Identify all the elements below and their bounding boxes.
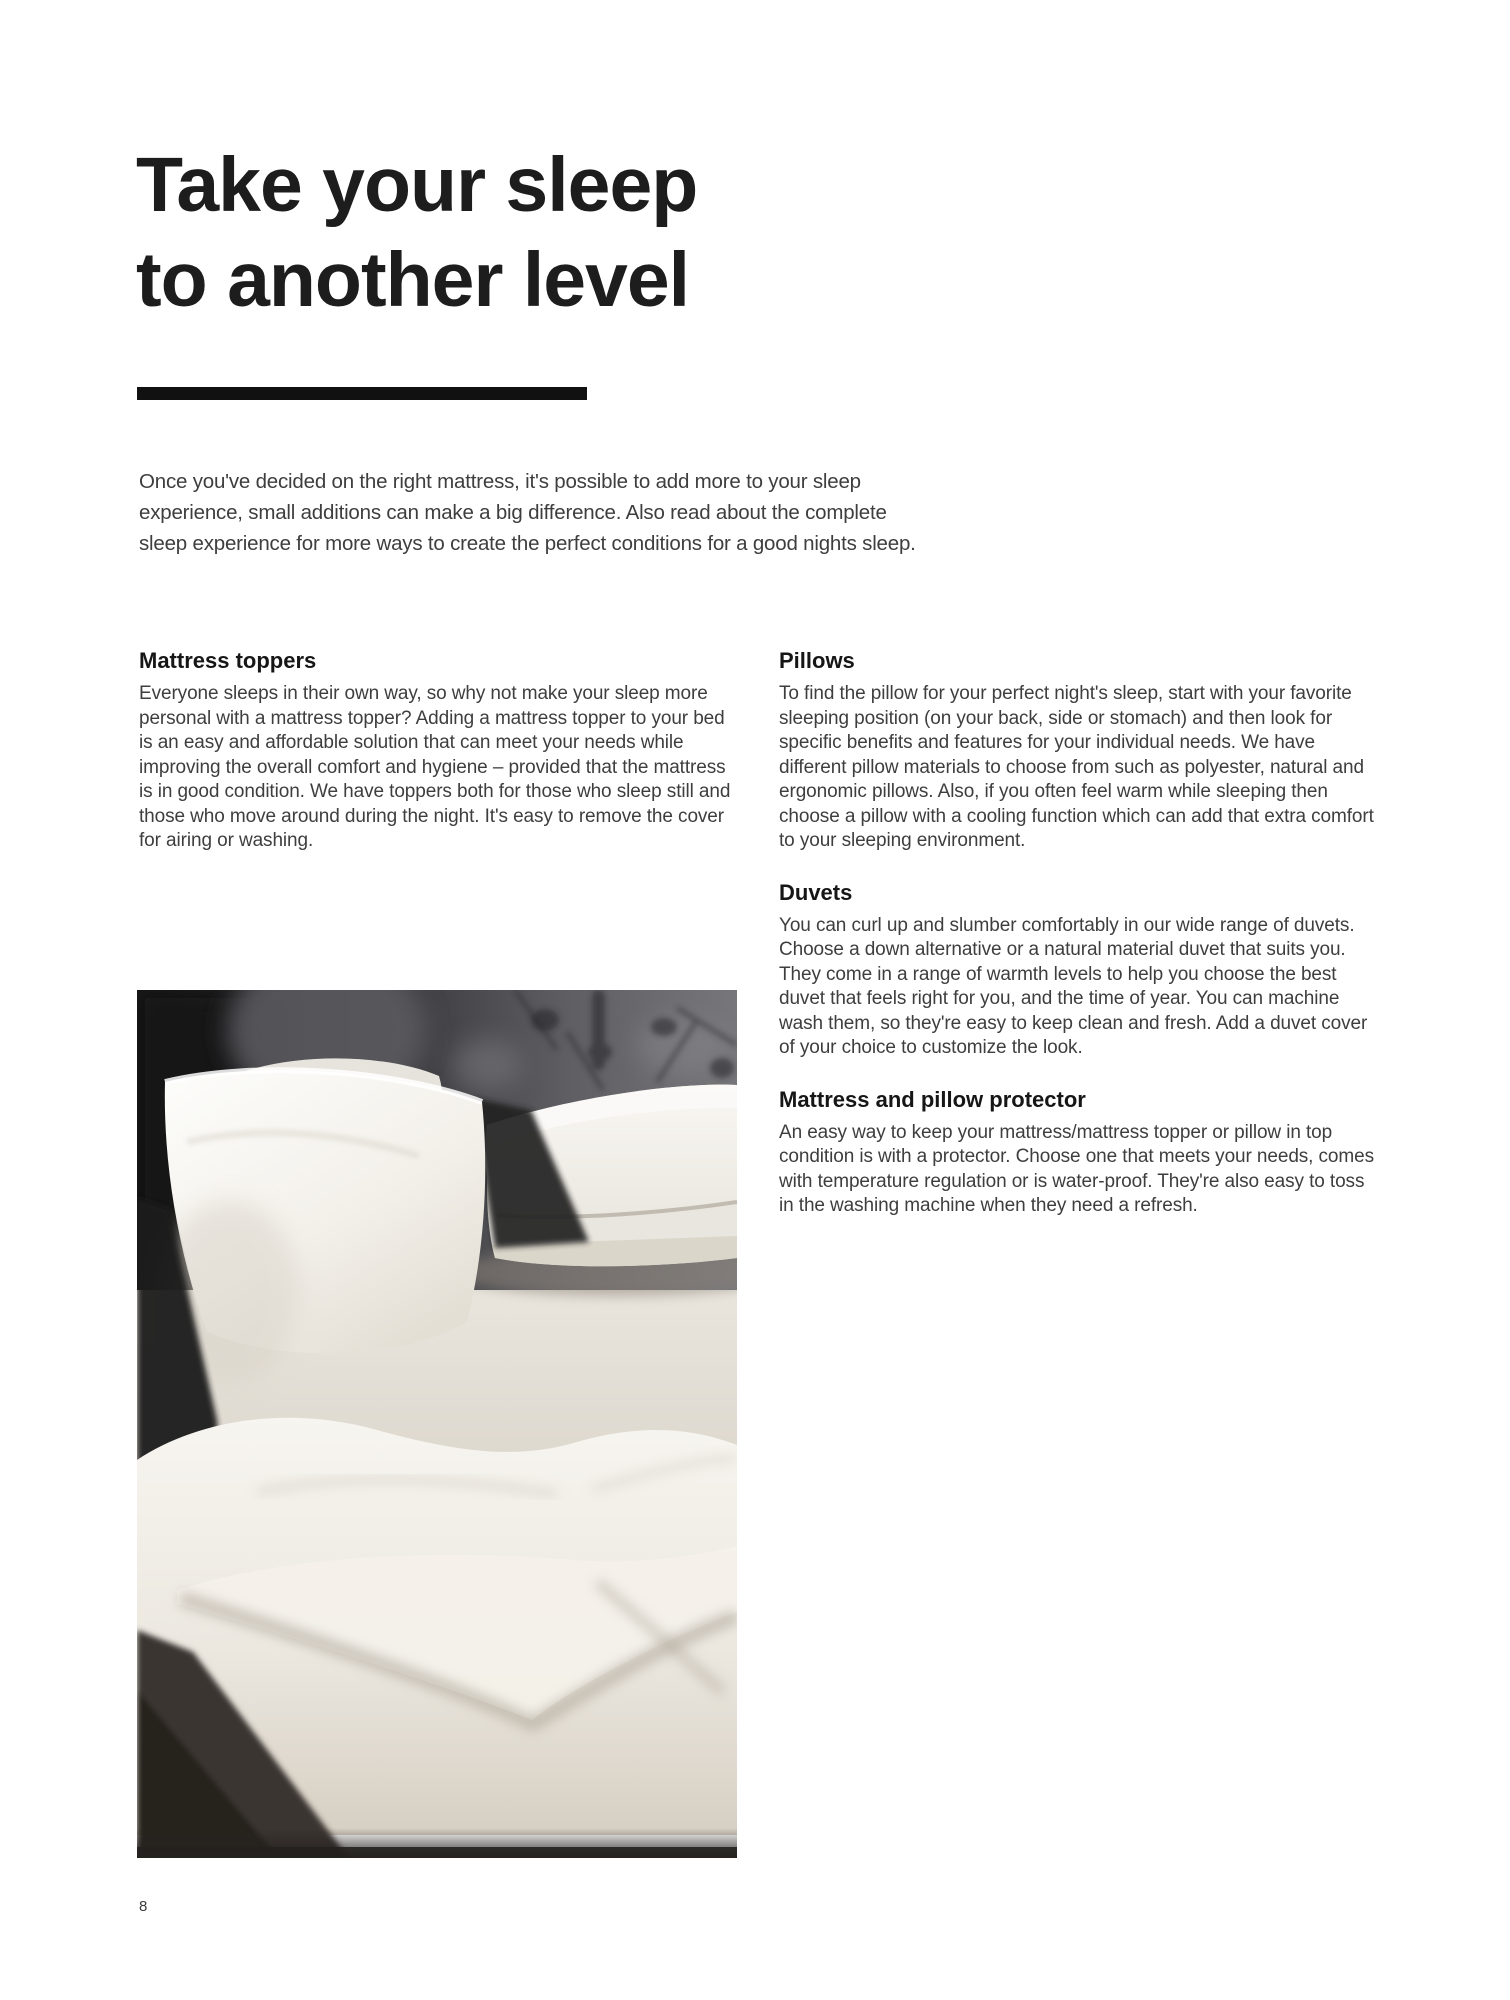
bed-photo-illustration — [137, 990, 737, 1858]
page-title-line1: Take your sleep — [136, 142, 698, 228]
section-body-duvets: You can curl up and slumber comfortably in our wide range of duvets. Choose a down alternative or a natural material duvet that suits you. They come in a range of warmth levels to help you choose the best duvet that feels right for you, and the time of year. You can machine wash them, so they're easy to keep clean and fresh. Add a duvet cover of your choice to customize the look. — [779, 914, 1368, 1058]
page-title — [136, 138, 697, 328]
bed-photo — [137, 990, 737, 1858]
title-divider-rule — [137, 387, 587, 400]
page-number: 8 — [139, 1898, 148, 1915]
right-column — [779, 648, 1379, 1245]
section-duvets — [779, 880, 1379, 1061]
section-heading-pillows: Pillows — [779, 648, 855, 673]
section-body-protector: An easy way to keep your mattress/mattress topper or pillow in top condition is with a protector. Choose one that meets your needs, comes with temperature regulation or is water-proof. They're also easy to toss in the washing machine when they need a refresh. — [779, 1121, 1374, 1216]
left-column — [139, 648, 739, 880]
section-pillows — [779, 648, 1379, 854]
section-heading-mattress-toppers: Mattress toppers — [139, 648, 317, 673]
section-heading-protector: Mattress and pillow protector — [779, 1086, 1086, 1112]
section-mattress-toppers — [139, 648, 739, 854]
section-heading-duvets: Duvets — [779, 879, 853, 905]
section-body-pillows: To find the pillow for your perfect night's sleep, start with your favorite sleeping position (on your back, side or stomach) and then look for specific benefits and features for your individual needs. We have different pillow materials to choose from such as polyester, natural and ergonomic pillows. Also, if you often feel warm while sleeping then choose a pillow with a cooling function which can add that extra comfort to your sleeping environment. — [779, 683, 1374, 851]
section-protector — [779, 1087, 1379, 1219]
page-title-line2: to another level — [136, 237, 690, 323]
intro-paragraph: Once you've decided on the right mattress, it's possible to add more to your sleep experience, small additions can make a big difference. Also read about the complete sleep experience for more ways to create the perfect conditions for a good nights sleep. — [139, 470, 916, 555]
section-body-mattress-toppers: Everyone sleeps in their own way, so why not make your sleep more personal with a mattress topper? Adding a mattress topper to your bed is an easy and affordable solution that can meet your needs while improving the overall comfort and hygiene – provided that the mattress is in good condition. We have toppers both for those who sleep still and those who move around during the night. It's easy to remove the cover for airing or washing. — [139, 683, 731, 851]
